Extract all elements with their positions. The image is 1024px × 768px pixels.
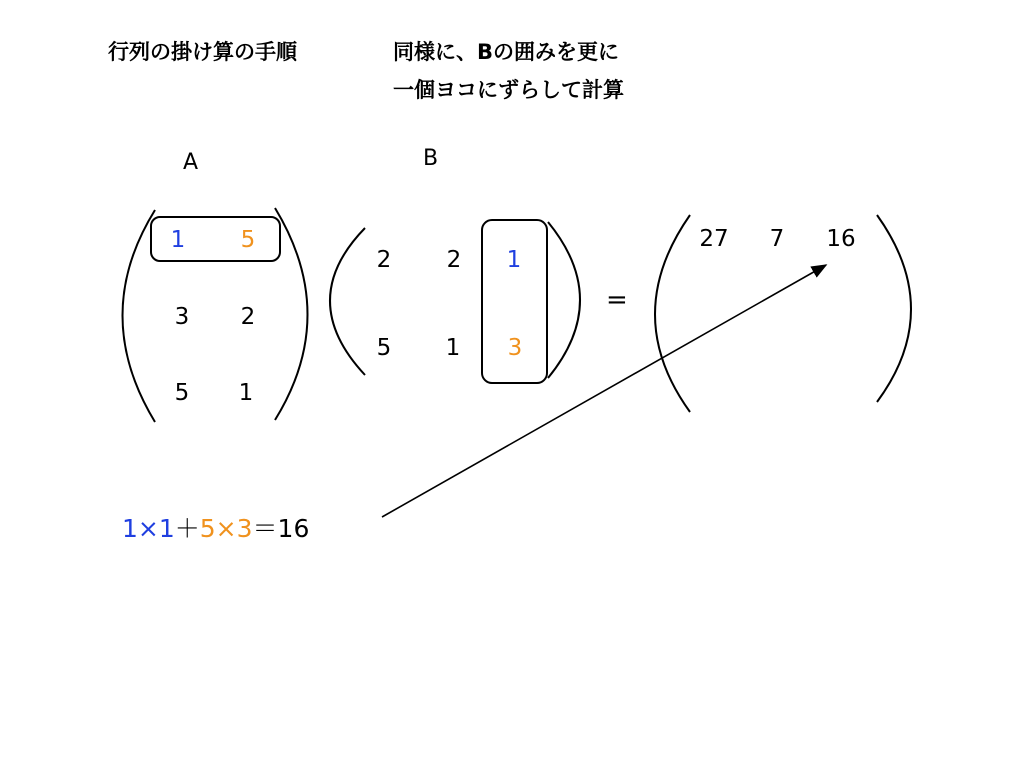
result-left-paren <box>655 215 690 412</box>
equals-sign: = <box>606 285 628 315</box>
formula-term1: 1×1 <box>122 514 175 543</box>
title-right-line2: 一個ヨコにずらして計算 <box>393 78 624 102</box>
matrix-a-r3c1: 5 <box>174 380 190 406</box>
matrix-b-right-paren <box>548 222 580 378</box>
matrix-a-r2c1: 3 <box>174 304 190 330</box>
matrix-b-r2c2: 1 <box>445 335 461 361</box>
result-c3: 16 <box>826 226 856 252</box>
matrix-b-r2c3: 3 <box>507 335 523 361</box>
title-left: 行列の掛け算の手順 <box>108 40 297 64</box>
matrix-a-r3c2: 1 <box>238 380 254 406</box>
matrix-b-r1c1: 2 <box>376 247 392 273</box>
matrix-a-r2c2: 2 <box>240 304 256 330</box>
matrix-b-left-paren <box>330 228 365 375</box>
result-c2: 7 <box>769 226 785 252</box>
result-right-paren <box>877 215 911 402</box>
formula <box>122 516 309 541</box>
matrix-a-label: A <box>183 150 199 175</box>
formula-term2: 5×3 <box>199 514 253 543</box>
matrix-b-label: B <box>423 146 439 171</box>
matrix-b-r1c3: 1 <box>506 247 522 273</box>
formula-to-result-arrow <box>382 265 826 517</box>
matrix-a-r1c2: 5 <box>240 227 256 253</box>
matrix-b-r2c1: 5 <box>376 335 392 361</box>
title-right-line1: 同様に、Bの囲みを更に <box>393 40 620 64</box>
formula-plus: ＋ <box>174 514 200 543</box>
formula-result: ＝16 <box>252 514 310 543</box>
matrix-b-r1c2: 2 <box>446 247 462 273</box>
result-c1: 27 <box>699 226 729 252</box>
matrix-a-r1c1: 1 <box>170 227 186 253</box>
